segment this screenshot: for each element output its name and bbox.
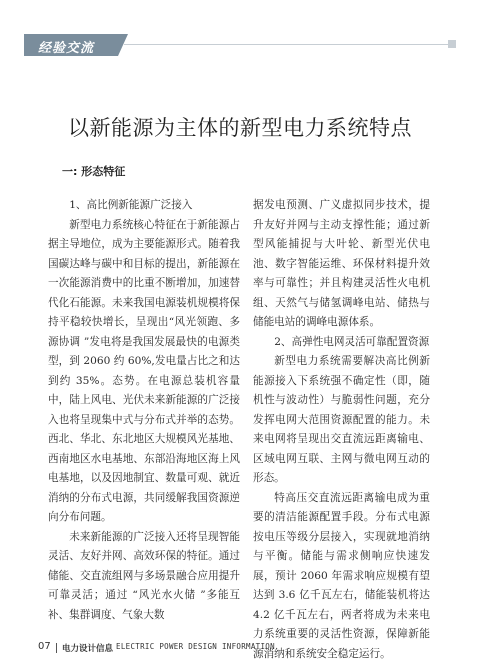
section-tag: [24, 34, 118, 56]
section-header: [24, 34, 456, 56]
header-divider: [124, 44, 456, 45]
header-square-marker: [448, 40, 456, 48]
body-paragraph: 特高压交直流远距离输电成为重要的清洁能源配置手段。分布式电源按电压等级分层接入，实现就地消纳与平衡。储能与需求侧响应快速发展，预计 2060 年需求响应规模有望达到 3.6 亿千瓦左右，储能装机将达 4.2 亿千瓦左右，两者将成为未来电力系统重要的灵活性资源，保障新能源消纳和系统安全稳定运行。: [253, 489, 430, 664]
section-tag-label: 经验交流: [38, 37, 94, 56]
journal-name-en: ELECTRIC POWER DESIGN INFORMATION: [116, 642, 275, 651]
section-heading: 一: 形态特征: [62, 163, 125, 179]
page-number: 07: [38, 641, 51, 652]
subsection-heading: 2、高弹性电网灵活可靠配置资源: [253, 333, 430, 353]
left-column: [48, 196, 240, 625]
body-paragraph: 未来新能源的广泛接入还将呈现智能灵活、友好并网、高效环保的特征。通过储能、交直流组网与多场景融合应用提升可靠灵活；通过 “风光水火储 ”多能互补、集群调度、气象大数: [48, 528, 240, 626]
footer-divider: [56, 643, 57, 653]
journal-name-cn: 电力设计信息: [62, 642, 113, 654]
body-paragraph: 据发电预测、广义虚拟同步技术，提升友好并网与主动支撑性能；通过新型风能捕捉与大叶轮、新型光伏电池、数字智能运维、环保材料提升效率与可靠性；并且构建灵活性火电机组、天然气与储氢调峰电站、储热与储能电站的调峰电源体系。: [253, 196, 430, 333]
article-title: 以新能源为主体的新型电力系统特点: [0, 112, 480, 142]
page-footer: [24, 641, 456, 655]
subsection-heading: 1、高比例新能源广泛接入: [48, 196, 240, 216]
body-paragraph: 新型电力系统核心特征在于新能源占据主导地位，成为主要能源形式。随着我国碳达峰与碳中和目标的提出，新能源在一次能源消费中的比重不断增加，加速替代化石能源。未来我国电源装机规模将保持平稳较快增长，呈现出“风光领跑、多源协调 ”发电将是我国发展最快的电源类型，到 2060 约 60%,发电量占比之和达到约 35%。态势。在电源总装机容量中，陆上风电、光伏未来新能源的广泛接入也将呈现集中式与分布式并举的态势。西北、华北、东北地区大规模风光基地、西南地区水电基地、东部沿海地区海上风电基地，以及因地制宜、数量可观、就近消纳的分布式电源，共同缓解我国资源逆向分布问题。: [48, 216, 240, 528]
right-column: [253, 196, 430, 664]
body-paragraph: 新型电力系统需要解决高比例新能源接入下系统强不确定性（即，随机性与波动性）与脆弱性问题，充分发挥电网大范围资源配置的能力。未来电网将呈现出交直流远距离输电、区域电网互联、主网与微电网互动的形态。: [253, 352, 430, 489]
